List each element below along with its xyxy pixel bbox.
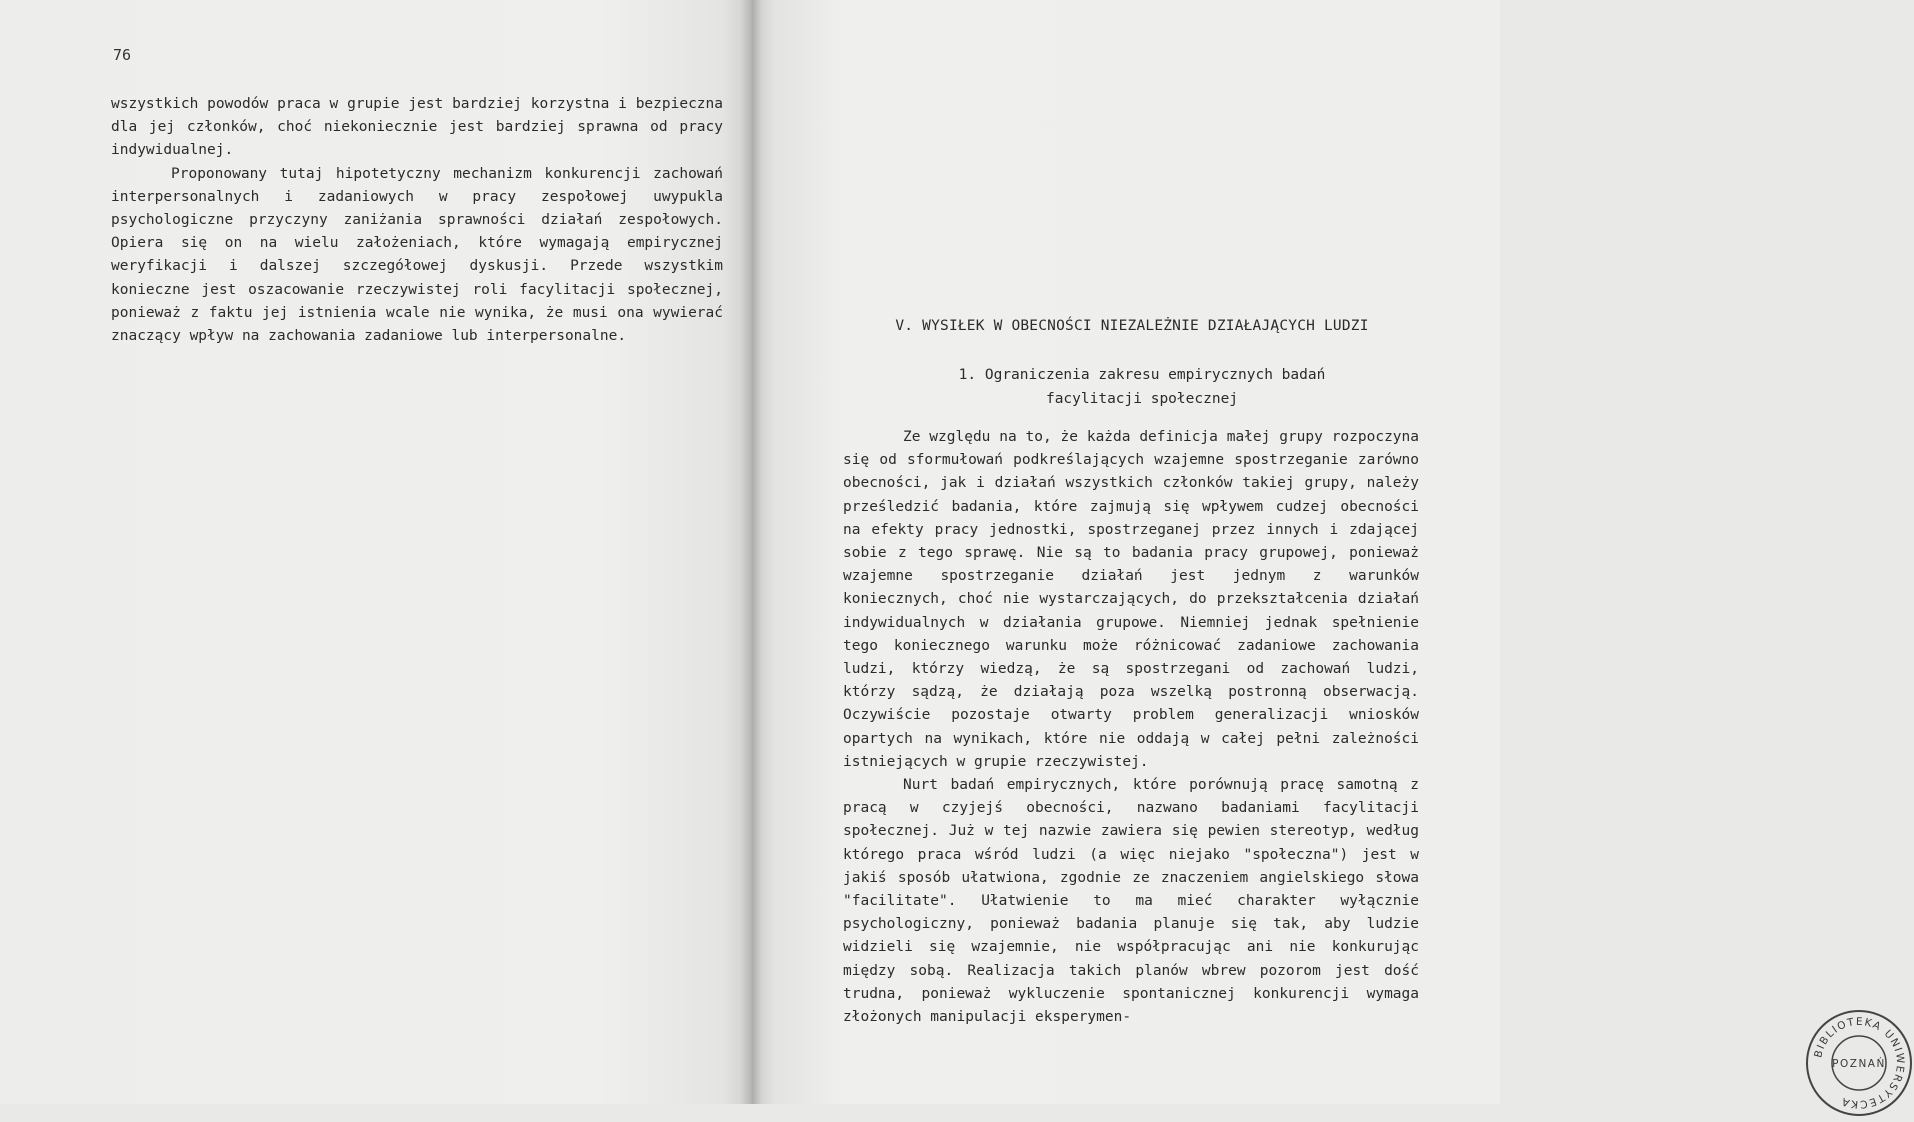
- left-page-body: [111, 93, 723, 348]
- paragraph: Ze względu na to, że każda definicja małej grupy rozpoczyna się od sformułowań podkreślających wzajemne spostrzeganie zarówno obecności, jak i działań wszystkich członków takiej grupy, należy prześledzić badania, które zajmują się wpływem cudzej obecności na efekty pracy jednostki, spostrzeganej przez innych i zdającej sobie z tego sprawę. Nie są to badania pracy grupowej, ponieważ wzajemne spostrzeganie działań jest jednym z warunków koniecznych, choć nie wystarczających, do przekształcenia działań indywidualnych w działania grupowe. Niemniej jednak spełnienie tego koniecznego warunku może różnicować zadaniowe zachowania ludzi, którzy wiedzą, że są spostrzegani od zachowań ludzi, którzy sądzą, że działają poza wszelką postronną obserwacją. Oczywiście pozostaje otwarty problem generalizacji wniosków opartych na wynikach, które nie oddają w całej pełni zależności istniejących w grupie rzeczywistej.: [843, 429, 1419, 770]
- library-stamp: [1804, 1008, 1914, 1118]
- left-page: [0, 0, 752, 1104]
- right-page: [752, 0, 1907, 1111]
- paragraph: Nurt badań empirycznych, które porównują pracę samotną z pracą w czyjejś obecności, nazwano badaniami facylitacji społecznej. Już w tej nazwie zawiera się pewien stereotyp, według którego praca wśród ludzi (a więc niejako "społeczna") jest w jakiś sposób ułatwiona, zgodnie ze znaczeniem angielskiego słowa "facilitate". Ułatwienie to ma mieć charakter wyłącznie psychologiczny, ponieważ badania planuje się tak, aby ludzie widzieli się wzajemnie, nie współpracując ani nie konkurując między sobą. Realizacja takich planów wbrew pozorom jest dość trudna, ponieważ wykluczenie spontanicznej konkurencji wymaga złożonych manipulacji eksperymen-: [843, 777, 1419, 1026]
- chapter-heading: V. WYSIŁEK W OBECNOŚCI NIEZALEŻNIE DZIAŁAJĄCYCH LUDZI: [895, 318, 1369, 334]
- library-stamp-icon: [1804, 1008, 1914, 1118]
- paragraph: wszystkich powodów praca w grupie jest bardziej korzystna i bezpieczna dla jej członków, choć niekoniecznie jest bardziej sprawna od pracy indywidualnej.: [111, 96, 723, 159]
- section-heading-line: facylitacji społecznej: [1045, 391, 1239, 407]
- paragraph: Proponowany tutaj hipotetyczny mechanizm konkurencji zachowań interpersonalnych i zadaniowych w pracy zespołowej uwypukla psychologiczne przyczyny zaniżania sprawności działań zespołowych. Opiera się on na wielu założeniach, które wymagają empirycznej weryfikacji i dalszej szczegółowej dyskusji. Przede wszystkim konieczne jest oszacowanie rzeczywistej roli facylitacji społecznej, ponieważ z faktu jej istnienia wcale nie wynika, że musi ona wywierać znaczący wpływ na zachowania zadaniowe lub interpersonalne.: [111, 165, 723, 345]
- page-gutter: [740, 0, 762, 1104]
- page-number: 76: [113, 46, 132, 64]
- stamp-outer-text: BIBLIOTEKA UNIWERSYTECKA: [1812, 1015, 1907, 1111]
- right-page-body: [843, 426, 1419, 1029]
- stamp-inner-text: POZNAŃ: [1832, 1058, 1886, 1070]
- section-heading: [842, 363, 1442, 411]
- section-heading-line: 1. Ograniczenia zakresu empirycznych badań: [958, 367, 1326, 383]
